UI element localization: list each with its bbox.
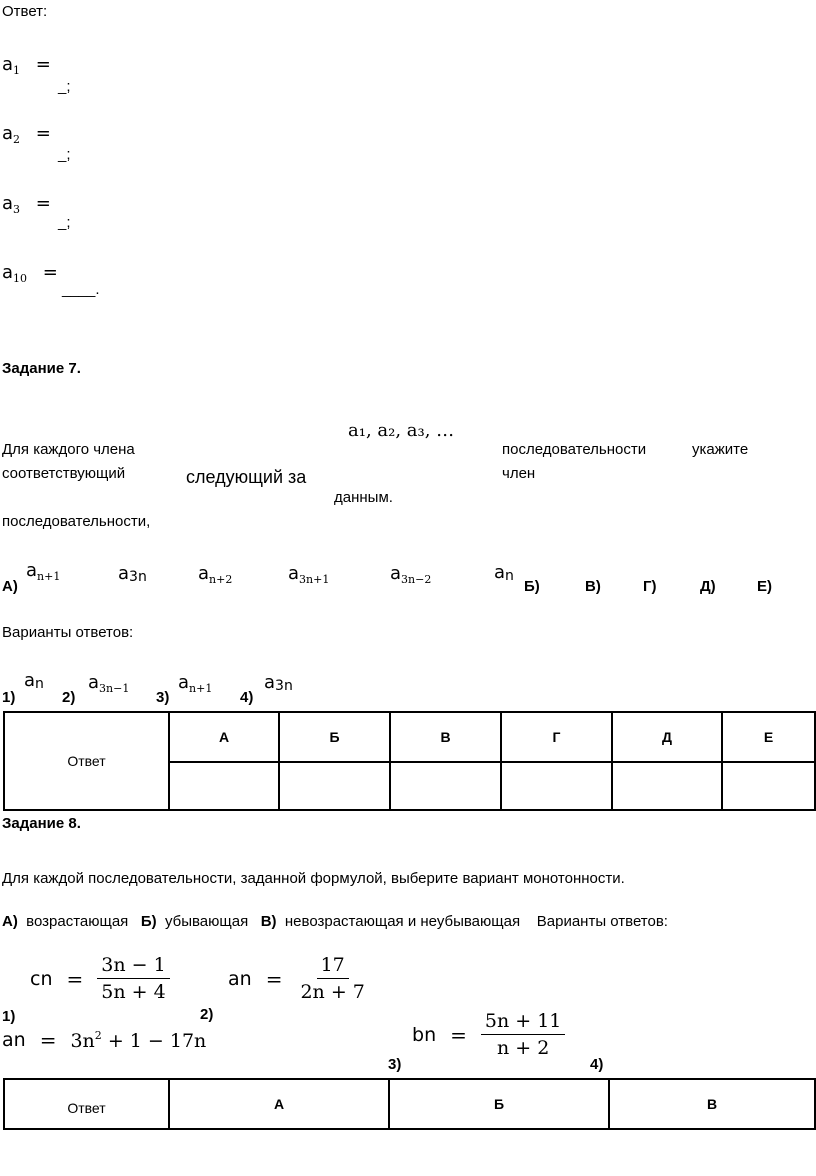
- task7-header-v: В: [390, 712, 501, 762]
- task8-num-2: 2): [200, 1006, 214, 1023]
- task7-term-1: $a_{n+1}$: [26, 560, 61, 583]
- task7-header-a: А: [169, 712, 279, 762]
- task7-letter-a: А): [2, 578, 18, 595]
- task7-variants-label: Варианты ответов:: [2, 624, 134, 641]
- task7-letter-g: Г): [643, 578, 657, 595]
- task7-option-4-num: 4): [240, 689, 254, 706]
- task7-term-3: $a_{n+2}$: [198, 563, 233, 586]
- task7-option-1-num: 1): [2, 689, 16, 706]
- task8-num-3: 3): [388, 1056, 402, 1073]
- task7-term-6: $a_n$: [494, 562, 514, 584]
- task7-header-g: Г: [501, 712, 612, 762]
- answer-line-a1: $a_1$ =: [2, 54, 51, 77]
- task7-term-4: $a_{3n+1}$: [288, 563, 330, 586]
- task7-option-2-num: 2): [62, 689, 76, 706]
- task7-header-b: Б: [279, 712, 390, 762]
- task7-option-3: $a_{n+1}$: [178, 672, 213, 695]
- task7-answer-cell-e[interactable]: [722, 762, 815, 810]
- answer-blank-a1[interactable]: _;: [58, 78, 71, 95]
- answer-line-a3: $a_3$ =: [2, 193, 51, 216]
- task8-num-1: 1): [2, 1008, 16, 1025]
- task7-header-d: Д: [612, 712, 722, 762]
- task8-formula-3: an = $3n^2 + 1 - 17n$: [2, 1028, 207, 1052]
- task7-text-left1: Для каждого члена: [2, 441, 135, 458]
- task8-formula-4: bn = $\frac{5n + 11}{n + 2}$: [412, 1010, 565, 1059]
- answer-blank-a10[interactable]: ____.: [62, 281, 100, 298]
- task8-title: Задание 8.: [2, 815, 81, 832]
- task8-formula-1: cn = $\frac{3n - 1}{5n + 4}$: [30, 954, 170, 1003]
- task7-text-mid-small: данным.: [334, 489, 393, 506]
- task7-answer-cell-g[interactable]: [501, 762, 612, 810]
- task7-title: Задание 7.: [2, 360, 81, 377]
- task8-header-b[interactable]: Б: [389, 1079, 609, 1129]
- answer-label: Ответ:: [2, 3, 48, 20]
- task8-num-4: 4): [590, 1056, 604, 1073]
- task7-text-left2: соответствующий: [2, 465, 126, 482]
- task8-formula-2: an = $\frac{17}{2n + 7}$: [228, 954, 365, 1003]
- task7-answer-row-label: Ответ: [4, 712, 169, 810]
- task7-letter-v: В): [585, 578, 601, 595]
- task7-text-right2: член: [502, 465, 536, 482]
- task7-option-4: $a_{3n}$: [264, 672, 293, 694]
- answer-line-a10: $a_{10}$ =: [2, 262, 58, 285]
- task7-term-5: $a_{3n-2}$: [390, 563, 432, 586]
- task7-answer-cell-a[interactable]: [169, 762, 279, 810]
- task7-answer-cell-b[interactable]: [279, 762, 390, 810]
- task8-text: Для каждой последовательности, заданной формулой, выберите вариант монотонности.: [2, 870, 625, 887]
- task7-answer-cell-v[interactable]: [390, 762, 501, 810]
- answer-line-a2: $a_2$ =: [2, 123, 51, 146]
- task7-option-3-num: 3): [156, 689, 170, 706]
- task7-option-1: $a_n$: [24, 670, 44, 692]
- task7-text-right1b: укажите: [692, 441, 749, 458]
- task7-letter-d: Д): [700, 578, 716, 595]
- task7-answer-cell-d[interactable]: [612, 762, 722, 810]
- task7-letter-e: Е): [757, 578, 772, 595]
- task7-text-left3: последовательности,: [2, 513, 151, 530]
- answer-blank-a3[interactable]: _;: [58, 214, 71, 231]
- task8-choices: А) возрастающая Б) убывающая В) невозрастающая и неубывающая Варианты ответов:: [2, 913, 668, 930]
- task7-text-right1a: последовательности: [502, 441, 647, 458]
- task7-sequence: a₁, a₂, a₃, …: [348, 420, 455, 441]
- task7-term-2: $a_{3n}$: [118, 563, 147, 585]
- task8-header-a[interactable]: А: [169, 1079, 389, 1129]
- answer-blank-a2[interactable]: _;: [58, 146, 71, 163]
- task7-text-mid-large: следующий за: [186, 467, 307, 487]
- task8-answer-row-label: Ответ: [4, 1079, 169, 1129]
- task7-answer-table: [3, 711, 816, 811]
- task7-option-2: $a_{3n-1}$: [88, 672, 130, 695]
- task8-answer-table: [3, 1078, 816, 1130]
- task8-header-v[interactable]: В: [609, 1079, 815, 1129]
- task7-letter-b: Б): [524, 578, 540, 595]
- task7-header-e: Е: [722, 712, 815, 762]
